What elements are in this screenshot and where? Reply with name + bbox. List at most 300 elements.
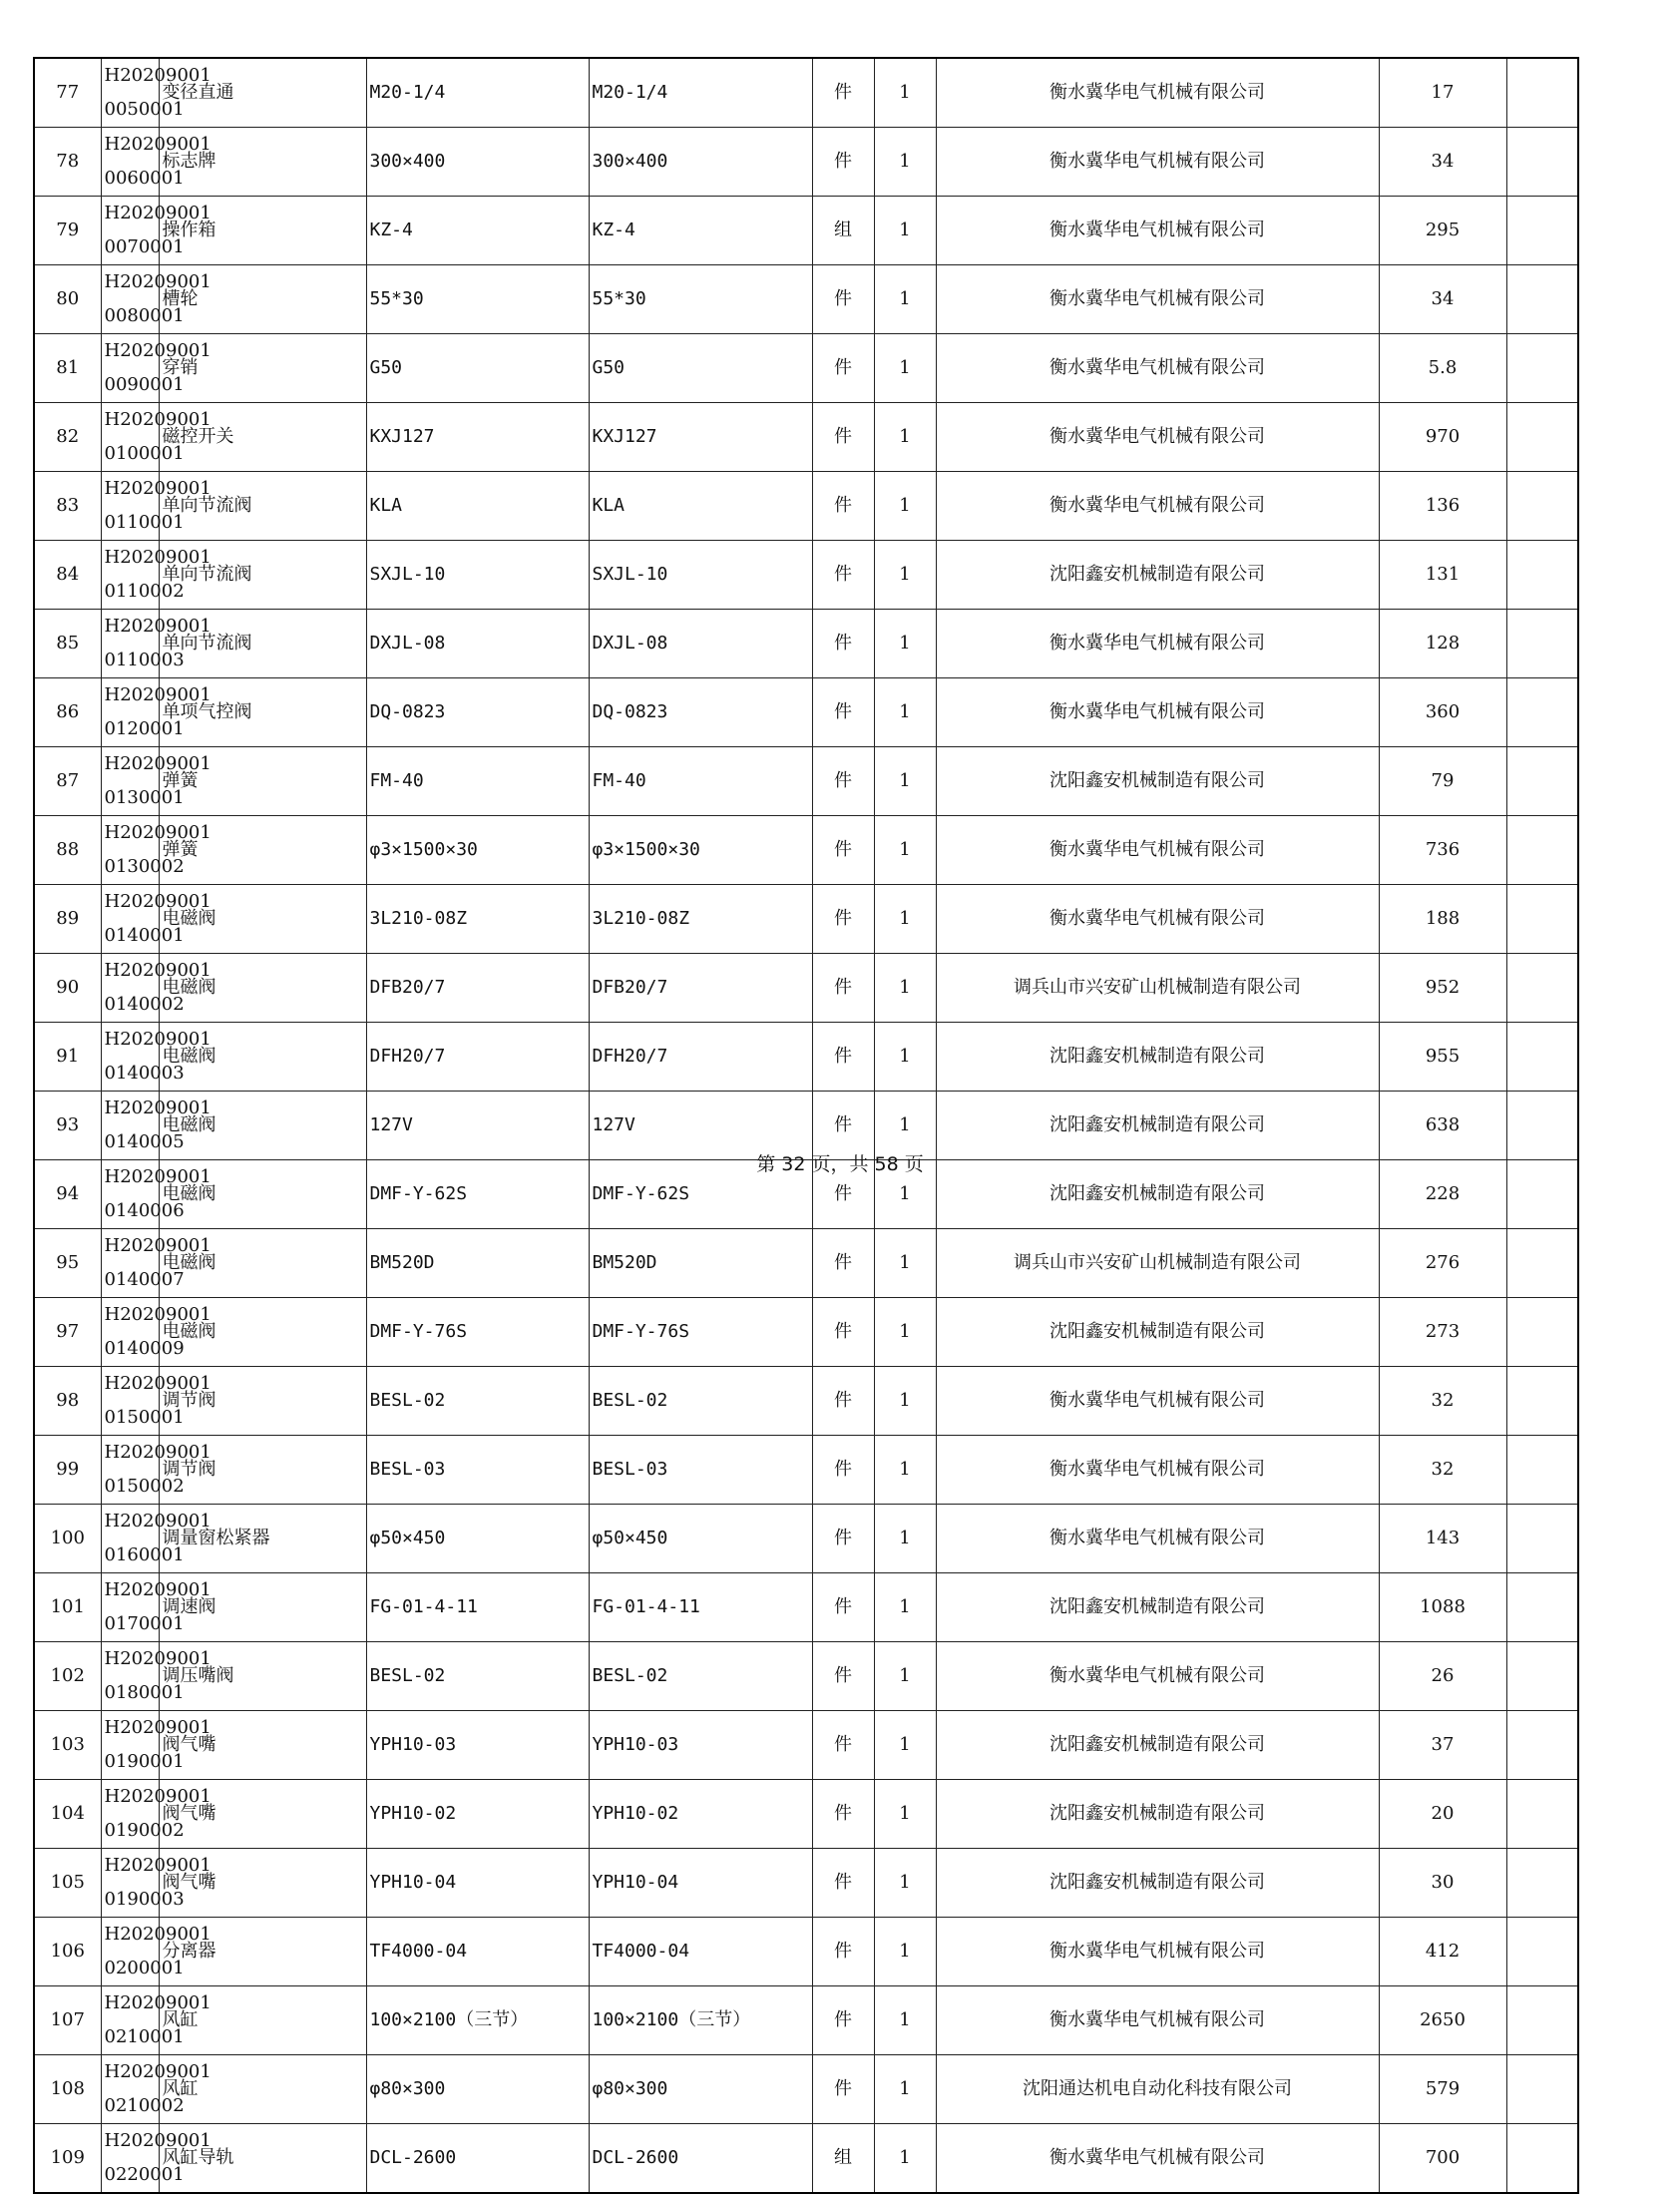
remark-cell	[1506, 1367, 1578, 1436]
remark-cell	[1506, 2055, 1578, 2124]
remark-cell	[1506, 1711, 1578, 1780]
unit-price-cell: 136	[1379, 472, 1506, 541]
spec-model-alt-cell: 100×2100（三节）	[589, 1986, 812, 2055]
row-number-cell: 108	[34, 2055, 101, 2124]
remark-cell	[1506, 1986, 1578, 2055]
spec-model-cell: FM-40	[366, 747, 589, 816]
supplier-cell: 衡水冀华电气机械有限公司	[936, 1436, 1379, 1505]
quantity-cell: 1	[874, 1023, 936, 1092]
supplier-cell: 沈阳鑫安机械制造有限公司	[936, 1160, 1379, 1229]
material-code-line-2: 0090001	[104, 374, 185, 395]
remark-cell	[1506, 678, 1578, 747]
remark-cell	[1506, 541, 1578, 610]
spec-model-cell: DMF-Y-62S	[366, 1160, 589, 1229]
table-row	[34, 885, 1578, 954]
unit-cell: 件	[812, 1229, 874, 1298]
unit-cell: 件	[812, 58, 874, 128]
row-number-cell: 87	[34, 747, 101, 816]
item-name-cell: 阀气嘴	[159, 1780, 366, 1849]
material-code-line-2: 0200001	[104, 1958, 185, 1978]
supplier-cell: 调兵山市兴安矿山机械制造有限公司	[936, 1229, 1379, 1298]
material-code-line-1: H20209001	[104, 616, 211, 637]
spec-model-cell: BESL-02	[366, 1642, 589, 1711]
quantity-cell: 1	[874, 1711, 936, 1780]
material-code-line-2: 0190002	[104, 1820, 185, 1841]
unit-cell: 件	[812, 747, 874, 816]
material-code-line-1: H20209001	[104, 1373, 211, 1394]
item-name-cell: 电磁阀	[159, 954, 366, 1023]
quantity-cell: 1	[874, 2055, 936, 2124]
unit-price-cell: 34	[1379, 265, 1506, 334]
remark-cell	[1506, 1229, 1578, 1298]
material-code-line-2: 0130002	[104, 856, 185, 877]
item-name-cell: 单向节流阀	[159, 472, 366, 541]
table-row	[34, 2055, 1578, 2124]
remark-cell	[1506, 58, 1578, 128]
quantity-cell: 1	[874, 1229, 936, 1298]
table-row	[34, 747, 1578, 816]
spec-model-cell: φ50×450	[366, 1505, 589, 1573]
material-code-line-2: 0170001	[104, 1613, 185, 1634]
spec-model-alt-cell: KLA	[589, 472, 812, 541]
spec-model-alt-cell: TF4000-04	[589, 1918, 812, 1986]
parts-price-table	[33, 57, 1579, 2194]
spec-model-alt-cell: FM-40	[589, 747, 812, 816]
supplier-cell: 衡水冀华电气机械有限公司	[936, 1986, 1379, 2055]
remark-cell	[1506, 197, 1578, 265]
supplier-cell: 衡水冀华电气机械有限公司	[936, 678, 1379, 747]
spec-model-alt-cell: SXJL-10	[589, 541, 812, 610]
table-body	[34, 58, 1578, 2193]
material-code-line-1: H20209001	[104, 134, 211, 155]
material-code-line-2: 0120001	[104, 718, 185, 739]
quantity-cell: 1	[874, 1780, 936, 1849]
row-number-cell: 89	[34, 885, 101, 954]
quantity-cell: 1	[874, 885, 936, 954]
unit-price-cell: 128	[1379, 610, 1506, 678]
quantity-cell: 1	[874, 1367, 936, 1436]
unit-price-cell: 17	[1379, 58, 1506, 128]
spec-model-alt-cell: DQ-0823	[589, 678, 812, 747]
material-code-line-2: 0150002	[104, 1476, 185, 1497]
row-number-cell: 103	[34, 1711, 101, 1780]
material-code-line-2: 0140007	[104, 1269, 185, 1290]
quantity-cell: 1	[874, 747, 936, 816]
remark-cell	[1506, 1780, 1578, 1849]
row-number-cell: 105	[34, 1849, 101, 1918]
unit-cell: 件	[812, 2055, 874, 2124]
table-row	[34, 678, 1578, 747]
table-row	[34, 2124, 1578, 2194]
supplier-cell: 沈阳鑫安机械制造有限公司	[936, 1711, 1379, 1780]
table-row	[34, 1367, 1578, 1436]
unit-price-cell: 37	[1379, 1711, 1506, 1780]
remark-cell	[1506, 1918, 1578, 1986]
supplier-cell: 沈阳鑫安机械制造有限公司	[936, 747, 1379, 816]
supplier-cell: 沈阳鑫安机械制造有限公司	[936, 1780, 1379, 1849]
unit-cell: 件	[812, 1023, 874, 1092]
quantity-cell: 1	[874, 1986, 936, 2055]
material-code-line-1: H20209001	[104, 2061, 211, 2082]
remark-cell	[1506, 1642, 1578, 1711]
quantity-cell: 1	[874, 1436, 936, 1505]
item-name-cell: 调节阀	[159, 1436, 366, 1505]
unit-price-cell: 2650	[1379, 1986, 1506, 2055]
material-code-line-1: H20209001	[104, 1717, 211, 1738]
row-number-cell: 78	[34, 128, 101, 197]
unit-cell: 件	[812, 265, 874, 334]
remark-cell	[1506, 2124, 1578, 2194]
row-number-cell: 90	[34, 954, 101, 1023]
row-number-cell: 109	[34, 2124, 101, 2194]
material-code-line-2: 0160001	[104, 1544, 185, 1565]
unit-price-cell: 295	[1379, 197, 1506, 265]
item-name-cell: 分离器	[159, 1918, 366, 1986]
spec-model-cell: 3L210-08Z	[366, 885, 589, 954]
material-code-line-2: 0180001	[104, 1682, 185, 1703]
spec-model-cell: KXJ127	[366, 403, 589, 472]
quantity-cell: 1	[874, 954, 936, 1023]
unit-price-cell: 360	[1379, 678, 1506, 747]
spec-model-cell: DXJL-08	[366, 610, 589, 678]
table-row	[34, 1918, 1578, 1986]
quantity-cell: 1	[874, 2124, 936, 2194]
unit-cell: 件	[812, 1642, 874, 1711]
item-name-cell: 调速阀	[159, 1573, 366, 1642]
unit-cell: 件	[812, 334, 874, 403]
row-number-cell: 101	[34, 1573, 101, 1642]
material-code-line-2: 0060001	[104, 168, 185, 189]
row-number-cell: 77	[34, 58, 101, 128]
unit-cell: 件	[812, 1711, 874, 1780]
item-name-cell: 槽轮	[159, 265, 366, 334]
spec-model-alt-cell: φ50×450	[589, 1505, 812, 1573]
spec-model-cell: BESL-03	[366, 1436, 589, 1505]
unit-price-cell: 970	[1379, 403, 1506, 472]
item-name-cell: 单项气控阀	[159, 678, 366, 747]
unit-cell: 件	[812, 885, 874, 954]
item-name-cell: 操作箱	[159, 197, 366, 265]
supplier-cell: 衡水冀华电气机械有限公司	[936, 472, 1379, 541]
remark-cell	[1506, 1505, 1578, 1573]
quantity-cell: 1	[874, 128, 936, 197]
item-name-cell: 风缸	[159, 1986, 366, 2055]
supplier-cell: 衡水冀华电气机械有限公司	[936, 1642, 1379, 1711]
row-number-cell: 97	[34, 1298, 101, 1367]
material-code-line-2: 0210001	[104, 2026, 185, 2047]
table-row	[34, 1298, 1578, 1367]
material-code-line-1: H20209001	[104, 1511, 211, 1532]
supplier-cell: 衡水冀华电气机械有限公司	[936, 58, 1379, 128]
unit-price-cell: 412	[1379, 1918, 1506, 1986]
unit-cell: 件	[812, 128, 874, 197]
table-row	[34, 1711, 1578, 1780]
supplier-cell: 衡水冀华电气机械有限公司	[936, 265, 1379, 334]
unit-price-cell: 34	[1379, 128, 1506, 197]
spec-model-alt-cell: BESL-02	[589, 1367, 812, 1436]
material-code-line-1: H20209001	[104, 271, 211, 292]
remark-cell	[1506, 1573, 1578, 1642]
row-number-cell: 83	[34, 472, 101, 541]
unit-cell: 件	[812, 816, 874, 885]
unit-cell: 件	[812, 610, 874, 678]
unit-price-cell: 579	[1379, 2055, 1506, 2124]
item-name-cell: 标志牌	[159, 128, 366, 197]
quantity-cell: 1	[874, 1918, 936, 1986]
quantity-cell: 1	[874, 1092, 936, 1160]
quantity-cell: 1	[874, 1849, 936, 1918]
unit-cell: 件	[812, 1573, 874, 1642]
remark-cell	[1506, 885, 1578, 954]
supplier-cell: 沈阳通达机电自动化科技有限公司	[936, 2055, 1379, 2124]
material-code-line-2: 0110003	[104, 650, 185, 670]
material-code-line-2: 0070001	[104, 236, 185, 257]
material-code-line-1: H20209001	[104, 1855, 211, 1876]
remark-cell	[1506, 128, 1578, 197]
row-number-cell: 93	[34, 1092, 101, 1160]
supplier-cell: 衡水冀华电气机械有限公司	[936, 816, 1379, 885]
quantity-cell: 1	[874, 610, 936, 678]
material-code-line-1: H20209001	[104, 891, 211, 912]
spec-model-alt-cell: YPH10-04	[589, 1849, 812, 1918]
table-row	[34, 1780, 1578, 1849]
material-code-line-2: 0190001	[104, 1751, 185, 1772]
material-code-line-2: 0140003	[104, 1063, 185, 1084]
spec-model-alt-cell: KXJ127	[589, 403, 812, 472]
spec-model-cell: BM520D	[366, 1229, 589, 1298]
remark-cell	[1506, 747, 1578, 816]
material-code-cell	[101, 1505, 211, 1573]
unit-cell: 组	[812, 2124, 874, 2194]
unit-price-cell: 1088	[1379, 1573, 1506, 1642]
supplier-cell: 衡水冀华电气机械有限公司	[936, 334, 1379, 403]
spec-model-alt-cell: 3L210-08Z	[589, 885, 812, 954]
material-code-line-1: H20209001	[104, 1029, 211, 1050]
remark-cell	[1506, 1849, 1578, 1918]
material-code-line-1: H20209001	[104, 1992, 211, 2013]
spec-model-alt-cell: 127V	[589, 1092, 812, 1160]
table-row	[34, 472, 1578, 541]
supplier-cell: 衡水冀华电气机械有限公司	[936, 2124, 1379, 2194]
quantity-cell: 1	[874, 816, 936, 885]
item-name-cell: 电磁阀	[159, 885, 366, 954]
spec-model-cell: DMF-Y-76S	[366, 1298, 589, 1367]
row-number-cell: 79	[34, 197, 101, 265]
row-number-cell: 85	[34, 610, 101, 678]
row-number-cell: 104	[34, 1780, 101, 1849]
unit-price-cell: 26	[1379, 1642, 1506, 1711]
item-name-cell: 单向节流阀	[159, 541, 366, 610]
item-name-cell: 风缸	[159, 2055, 366, 2124]
item-name-cell: 调节阀	[159, 1367, 366, 1436]
row-number-cell: 88	[34, 816, 101, 885]
remark-cell	[1506, 954, 1578, 1023]
material-code-line-2: 0140006	[104, 1200, 185, 1221]
item-name-cell: 变径直通	[159, 58, 366, 128]
unit-cell: 件	[812, 678, 874, 747]
supplier-cell: 沈阳鑫安机械制造有限公司	[936, 541, 1379, 610]
unit-cell: 件	[812, 1436, 874, 1505]
material-code-line-2: 0190003	[104, 1889, 185, 1910]
spec-model-alt-cell: KZ-4	[589, 197, 812, 265]
spec-model-alt-cell: G50	[589, 334, 812, 403]
item-name-cell: 穿销	[159, 334, 366, 403]
quantity-cell: 1	[874, 403, 936, 472]
table-row	[34, 1023, 1578, 1092]
material-code-line-1: H20209001	[104, 2130, 211, 2151]
material-code-line-2: 0150001	[104, 1407, 185, 1428]
unit-cell: 件	[812, 1298, 874, 1367]
item-name-cell: 电磁阀	[159, 1160, 366, 1229]
spec-model-cell: φ3×1500×30	[366, 816, 589, 885]
unit-cell: 件	[812, 1092, 874, 1160]
material-code-line-2: 0110002	[104, 581, 185, 602]
item-name-cell: 阀气嘴	[159, 1849, 366, 1918]
spec-model-cell: 127V	[366, 1092, 589, 1160]
supplier-cell: 衡水冀华电气机械有限公司	[936, 1505, 1379, 1573]
unit-price-cell: 20	[1379, 1780, 1506, 1849]
table-row	[34, 541, 1578, 610]
material-code-line-1: H20209001	[104, 822, 211, 843]
supplier-cell: 衡水冀华电气机械有限公司	[936, 1918, 1379, 1986]
item-name-cell: 调量窗松紧器	[159, 1505, 366, 1573]
spec-model-cell: DFB20/7	[366, 954, 589, 1023]
row-number-cell: 106	[34, 1918, 101, 1986]
spec-model-cell: YPH10-04	[366, 1849, 589, 1918]
material-code-line-1: H20209001	[104, 1579, 211, 1600]
spec-model-cell: DFH20/7	[366, 1023, 589, 1092]
unit-cell: 件	[812, 1367, 874, 1436]
spec-model-alt-cell: BESL-02	[589, 1642, 812, 1711]
table-row	[34, 954, 1578, 1023]
material-code-line-1: H20209001	[104, 547, 211, 568]
unit-cell: 件	[812, 541, 874, 610]
table-row	[34, 816, 1578, 885]
spec-model-cell: M20-1/4	[366, 58, 589, 128]
material-code-line-1: H20209001	[104, 1097, 211, 1118]
unit-price-cell: 188	[1379, 885, 1506, 954]
spec-model-alt-cell: DXJL-08	[589, 610, 812, 678]
spec-model-cell: 100×2100（三节）	[366, 1986, 589, 2055]
row-number-cell: 102	[34, 1642, 101, 1711]
material-code-line-1: H20209001	[104, 753, 211, 774]
unit-price-cell: 131	[1379, 541, 1506, 610]
spec-model-cell: DCL-2600	[366, 2124, 589, 2194]
spec-model-cell: BESL-02	[366, 1367, 589, 1436]
table-row	[34, 1642, 1578, 1711]
remark-cell	[1506, 403, 1578, 472]
unit-price-cell: 276	[1379, 1229, 1506, 1298]
material-code-line-1: H20209001	[104, 1442, 211, 1463]
material-code-line-1: H20209001	[104, 340, 211, 361]
remark-cell	[1506, 1436, 1578, 1505]
unit-price-cell: 700	[1379, 2124, 1506, 2194]
unit-price-cell: 955	[1379, 1023, 1506, 1092]
spec-model-alt-cell: M20-1/4	[589, 58, 812, 128]
material-code-line-1: H20209001	[104, 1648, 211, 1669]
unit-cell: 件	[812, 472, 874, 541]
unit-cell: 件	[812, 1986, 874, 2055]
unit-price-cell: 273	[1379, 1298, 1506, 1367]
spec-model-alt-cell: DFB20/7	[589, 954, 812, 1023]
unit-cell: 件	[812, 1505, 874, 1573]
spec-model-alt-cell: DMF-Y-76S	[589, 1298, 812, 1367]
unit-cell: 件	[812, 1918, 874, 1986]
item-name-cell: 弹簧	[159, 747, 366, 816]
table-row	[34, 1229, 1578, 1298]
table-row	[34, 58, 1578, 128]
unit-price-cell: 638	[1379, 1092, 1506, 1160]
spec-model-cell: KZ-4	[366, 197, 589, 265]
spec-model-cell: DQ-0823	[366, 678, 589, 747]
row-number-cell: 91	[34, 1023, 101, 1092]
material-code-line-2: 0130001	[104, 787, 185, 808]
material-code-line-1: H20209001	[104, 1924, 211, 1945]
supplier-cell: 沈阳鑫安机械制造有限公司	[936, 1092, 1379, 1160]
spec-model-alt-cell: φ80×300	[589, 2055, 812, 2124]
remark-cell	[1506, 334, 1578, 403]
material-code-line-2: 0140005	[104, 1131, 185, 1152]
quantity-cell: 1	[874, 334, 936, 403]
supplier-cell: 沈阳鑫安机械制造有限公司	[936, 1298, 1379, 1367]
material-code-line-2: 0140001	[104, 925, 185, 946]
table-row	[34, 265, 1578, 334]
row-number-cell: 107	[34, 1986, 101, 2055]
spec-model-alt-cell: φ3×1500×30	[589, 816, 812, 885]
quantity-cell: 1	[874, 1642, 936, 1711]
spec-model-alt-cell: FG-01-4-11	[589, 1573, 812, 1642]
page-number: 第 32 页，共 58 页	[756, 1153, 924, 1175]
material-code-line-1: H20209001	[104, 478, 211, 499]
material-code-line-1: H20209001	[104, 960, 211, 981]
row-number-cell: 98	[34, 1367, 101, 1436]
spec-model-alt-cell: 300×400	[589, 128, 812, 197]
material-code-line-2: 0080001	[104, 305, 185, 326]
unit-price-cell: 143	[1379, 1505, 1506, 1573]
unit-price-cell: 228	[1379, 1160, 1506, 1229]
material-code-line-2: 0100001	[104, 443, 185, 464]
row-number-cell: 94	[34, 1160, 101, 1229]
quantity-cell: 1	[874, 1160, 936, 1229]
spec-model-alt-cell: YPH10-03	[589, 1711, 812, 1780]
item-name-cell: 电磁阀	[159, 1092, 366, 1160]
quantity-cell: 1	[874, 541, 936, 610]
unit-cell: 件	[812, 403, 874, 472]
supplier-cell: 衡水冀华电气机械有限公司	[936, 1367, 1379, 1436]
unit-price-cell: 952	[1379, 954, 1506, 1023]
spec-model-alt-cell: DCL-2600	[589, 2124, 812, 2194]
unit-price-cell: 30	[1379, 1849, 1506, 1918]
spec-model-alt-cell: BM520D	[589, 1229, 812, 1298]
item-name-cell: 风缸导轨	[159, 2124, 366, 2194]
table-row	[34, 1573, 1578, 1642]
spec-model-alt-cell: 55*30	[589, 265, 812, 334]
unit-cell: 组	[812, 197, 874, 265]
spec-model-cell: 300×400	[366, 128, 589, 197]
table-row	[34, 610, 1578, 678]
supplier-cell: 衡水冀华电气机械有限公司	[936, 610, 1379, 678]
spec-model-alt-cell: YPH10-02	[589, 1780, 812, 1849]
remark-cell	[1506, 265, 1578, 334]
quantity-cell: 1	[874, 678, 936, 747]
material-code-line-2: 0140002	[104, 994, 185, 1015]
item-name-cell: 调压嘴阀	[159, 1642, 366, 1711]
supplier-cell: 沈阳鑫安机械制造有限公司	[936, 1573, 1379, 1642]
quantity-cell: 1	[874, 265, 936, 334]
spec-model-cell: FG-01-4-11	[366, 1573, 589, 1642]
material-code-line-1: H20209001	[104, 1166, 211, 1187]
unit-cell: 件	[812, 1780, 874, 1849]
